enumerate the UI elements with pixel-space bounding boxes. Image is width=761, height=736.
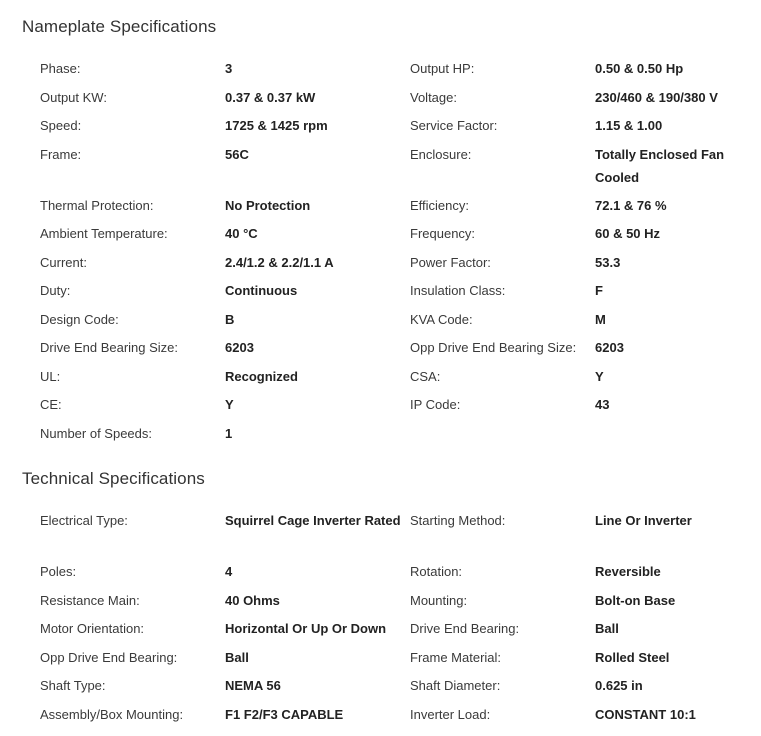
spec-row [40,560,760,589]
spec-value-ip-code: 43 [595,397,610,412]
spec-value-inverter-load: CONSTANT 10:1 [595,706,696,722]
spec-value-frame: 56C [225,146,249,162]
spec-value-efficiency: 72.1 & 76 % [595,197,667,213]
spec-label-voltage: Voltage: [410,89,457,105]
spec-value-speed: 1725 & 1425 rpm [225,118,328,133]
spec-row [40,703,760,732]
spec-value-ambient-temperature: 40 °C [225,226,258,241]
spec-label-electrical-type: Electrical Type: [40,513,128,528]
spec-label-design-code: Design Code: [40,311,119,327]
spec-label-motor-orientation: Motor Orientation: [40,621,145,636]
spec-row [40,222,760,251]
spec-value-assembly-box-mounting: F1 F2/F3 CAPABLE [225,706,344,722]
spec-value-resistance-main: 40 Ohms [225,592,280,608]
spec-label-enclosure: Enclosure: [410,146,472,162]
spec-row [40,646,760,675]
nameplate-specifications-heading: Nameplate Specifications [22,17,217,36]
spec-label-drive-end-bearing: Drive End Bearing: [410,621,520,636]
spec-label-output-hp: Output HP: [410,61,475,76]
spec-row [40,589,760,618]
spec-label-service-factor: Service Factor: [410,118,498,133]
spec-label-ambient-temperature: Ambient Temperature: [40,226,168,241]
spec-label-efficiency: Efficiency: [410,197,470,213]
spec-value-ul: Recognized [225,368,298,384]
spec-value-drive-end-bearing: Ball [595,621,619,636]
technical-specifications-heading: Technical Specifications [22,469,205,488]
spec-label-duty: Duty: [40,283,71,298]
spec-value-electrical-type: Squirrel Cage Inverter Rated [225,513,401,528]
spec-label-rotation: Rotation: [410,564,463,579]
spec-label-mounting: Mounting: [410,592,468,608]
spec-value-enclosure: Totally Enclosed Fan Cooled [595,146,725,185]
spec-row [40,336,760,365]
spec-value-frame-material: Rolled Steel [595,649,670,665]
spec-label-poles: Poles: [40,564,77,579]
spec-label-inverter-load: Inverter Load: [410,706,491,722]
spec-value-current: 2.4/1.2 & 2.2/1.1 A [225,254,334,270]
spec-row [40,143,760,194]
spec-row [40,57,760,86]
spec-label-drive-end-bearing-size: Drive End Bearing Size: [40,340,179,355]
spec-label-csa: CSA: [410,368,441,384]
spec-value-kva-code: M [595,311,606,327]
spec-value-motor-orientation: Horizontal Or Up Or Down [225,621,387,636]
spec-value-ce: Y [225,397,234,412]
spec-value-duty: Continuous [225,283,298,298]
spec-label-power-factor: Power Factor: [410,254,491,270]
spec-value-drive-end-bearing-size: 6203 [225,340,254,355]
spec-value-service-factor: 1.15 & 1.00 [595,118,663,133]
spec-value-phase: 3 [225,61,233,76]
spec-value-poles: 4 [225,564,233,579]
spec-label-kva-code: KVA Code: [410,311,473,327]
spec-label-output-kw: Output KW: [40,89,107,105]
spec-label-shaft-type: Shaft Type: [40,678,106,693]
spec-label-frequency: Frequency: [410,226,476,241]
spec-value-output-kw: 0.37 & 0.37 kW [225,89,316,105]
spec-value-opp-drive-end-bearing-size: 6203 [595,340,624,355]
spec-label-resistance-main: Resistance Main: [40,592,140,608]
spec-label-ul: UL: [40,368,61,384]
nameplate-specifications-table [40,57,760,450]
spec-value-thermal-protection: No Protection [225,197,311,213]
spec-value-number-of-speeds: 1 [225,425,233,441]
spec-value-power-factor: 53.3 [595,254,621,270]
spec-row [40,617,760,646]
spec-value-design-code: B [225,311,235,327]
spec-label-starting-method: Starting Method: [410,513,506,528]
spec-value-shaft-diameter: 0.625 in [595,678,643,693]
spec-value-output-hp: 0.50 & 0.50 Hp [595,61,684,76]
spec-value-mounting: Bolt-on Base [595,592,676,608]
spec-value-shaft-type: NEMA 56 [225,678,281,693]
spec-row [40,279,760,308]
spec-label-opp-drive-end-bearing: Opp Drive End Bearing: [40,649,178,665]
spec-value-opp-drive-end-bearing: Ball [225,649,249,665]
spec-label-frame: Frame: [40,146,82,162]
spec-value-voltage: 230/460 & 190/380 V [595,89,718,105]
spec-row [40,86,760,115]
spec-row [40,251,760,280]
spec-label-frame-material: Frame Material: [410,649,502,665]
spec-label-insulation-class: Insulation Class: [410,283,506,298]
spec-row [40,422,760,451]
spec-value-rotation: Reversible [595,564,661,579]
spec-label-assembly-box-mounting: Assembly/Box Mounting: [40,706,184,722]
spec-label-ip-code: IP Code: [410,397,461,412]
spec-row [40,674,760,703]
spec-value-starting-method: Line Or Inverter [595,513,692,528]
spec-label-opp-drive-end-bearing-size: Opp Drive End Bearing Size: [410,340,577,355]
spec-value-csa: Y [595,368,604,384]
spec-row [40,365,760,394]
spec-row [40,308,760,337]
spec-row [40,509,760,560]
spec-row [40,194,760,223]
spec-value-frequency: 60 & 50 Hz [595,226,661,241]
technical-specifications-table [40,509,760,731]
spec-label-shaft-diameter: Shaft Diameter: [410,678,501,693]
spec-row [40,114,760,143]
spec-label-current: Current: [40,254,87,270]
spec-value-insulation-class: F [595,283,603,298]
spec-label-thermal-protection: Thermal Protection: [40,197,154,213]
spec-row [40,393,760,422]
spec-label-phase: Phase: [40,61,81,76]
spec-label-speed: Speed: [40,118,82,133]
spec-label-ce: CE: [40,397,62,412]
spec-label-number-of-speeds: Number of Speeds: [40,425,153,441]
